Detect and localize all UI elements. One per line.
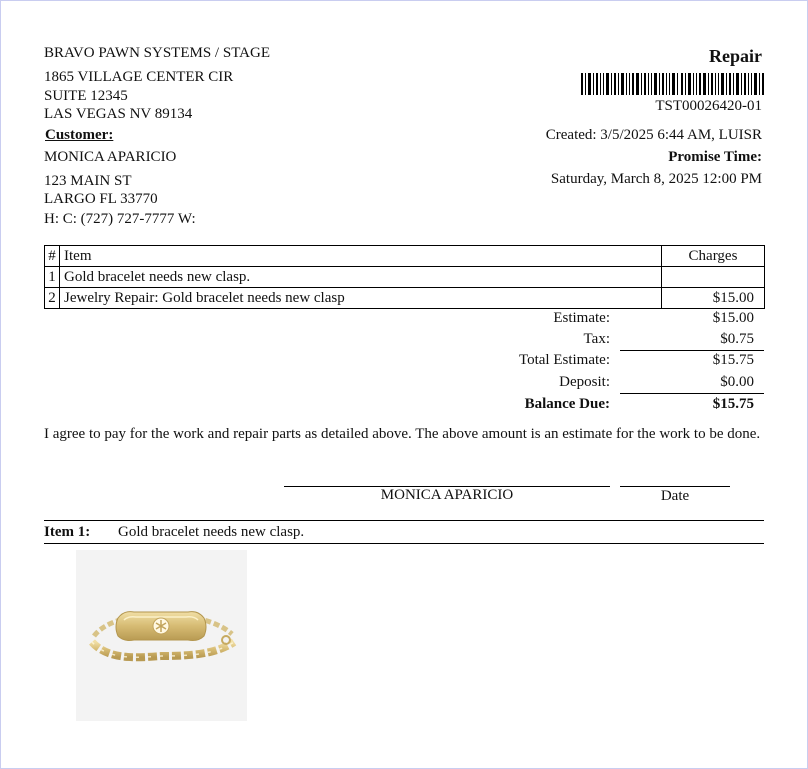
total-estimate-value: $15.75 [712, 352, 754, 368]
promise-time-value: Saturday, March 8, 2025 12:00 PM [550, 171, 762, 187]
agreement-text: I agree to pay for the work and repair parts as detailed above. The above amount is an estimate for the work to be done. [44, 426, 761, 442]
promise-time-label: Promise Time: [668, 149, 762, 165]
row-charges: $15.00 [662, 288, 765, 309]
table-header-row [45, 246, 765, 267]
signature-name: MONICA APARICIO [380, 487, 514, 503]
store-address1: 1865 VILLAGE CENTER CIR [44, 69, 234, 85]
customer-name: MONICA APARICIO [44, 149, 177, 165]
customer-city-state-zip: LARGO FL 33770 [44, 191, 158, 207]
balance-due-value: $15.75 [712, 396, 754, 412]
tax-label: Tax: [583, 331, 610, 347]
estimate-value: $15.00 [712, 310, 754, 326]
customer-phones: H: C: (727) 727-7777 W: [44, 211, 196, 227]
store-city-state-zip: LAS VEGAS NV 89134 [44, 106, 193, 122]
header-item: Item [60, 246, 662, 267]
row-charges [662, 267, 765, 288]
header-charges: Charges [662, 246, 765, 267]
item-detail-bottom-rule [44, 543, 764, 544]
total-estimate-label: Total Estimate: [518, 352, 610, 368]
estimate-label: Estimate: [553, 310, 610, 326]
created-info: Created: 3/5/2025 6:44 AM, LUISR [545, 127, 762, 143]
ticket-number: TST00026420-01 [655, 98, 762, 114]
table-row [45, 288, 765, 309]
item-detail-label: Item 1: [44, 524, 91, 540]
header-number: # [45, 246, 60, 267]
customer-address1: 123 MAIN ST [44, 173, 132, 189]
row-number: 1 [45, 267, 60, 288]
balance-rule [620, 393, 764, 394]
deposit-value: $0.00 [720, 374, 754, 390]
gold-bracelet-image [76, 550, 247, 721]
customer-label: Customer: [45, 127, 114, 143]
item-detail-top-rule [44, 520, 764, 521]
store-name: BRAVO PAWN SYSTEMS / STAGE [44, 45, 270, 61]
deposit-label: Deposit: [559, 374, 610, 390]
row-item: Jewelry Repair: Gold bracelet needs new clasp [60, 288, 662, 309]
row-item: Gold bracelet needs new clasp. [60, 267, 662, 288]
barcode [581, 73, 764, 95]
row-number: 2 [45, 288, 60, 309]
date-label: Date [660, 488, 690, 504]
tax-value: $0.75 [720, 331, 754, 347]
document-title: Repair [709, 46, 762, 66]
balance-due-label: Balance Due: [524, 396, 610, 412]
table-row [45, 267, 765, 288]
item-detail-description: Gold bracelet needs new clasp. [118, 524, 305, 540]
store-address2: SUITE 12345 [44, 88, 128, 104]
item-photo [76, 550, 247, 721]
subtotal-rule [620, 350, 764, 351]
items-table [44, 245, 765, 309]
date-line [620, 486, 730, 487]
